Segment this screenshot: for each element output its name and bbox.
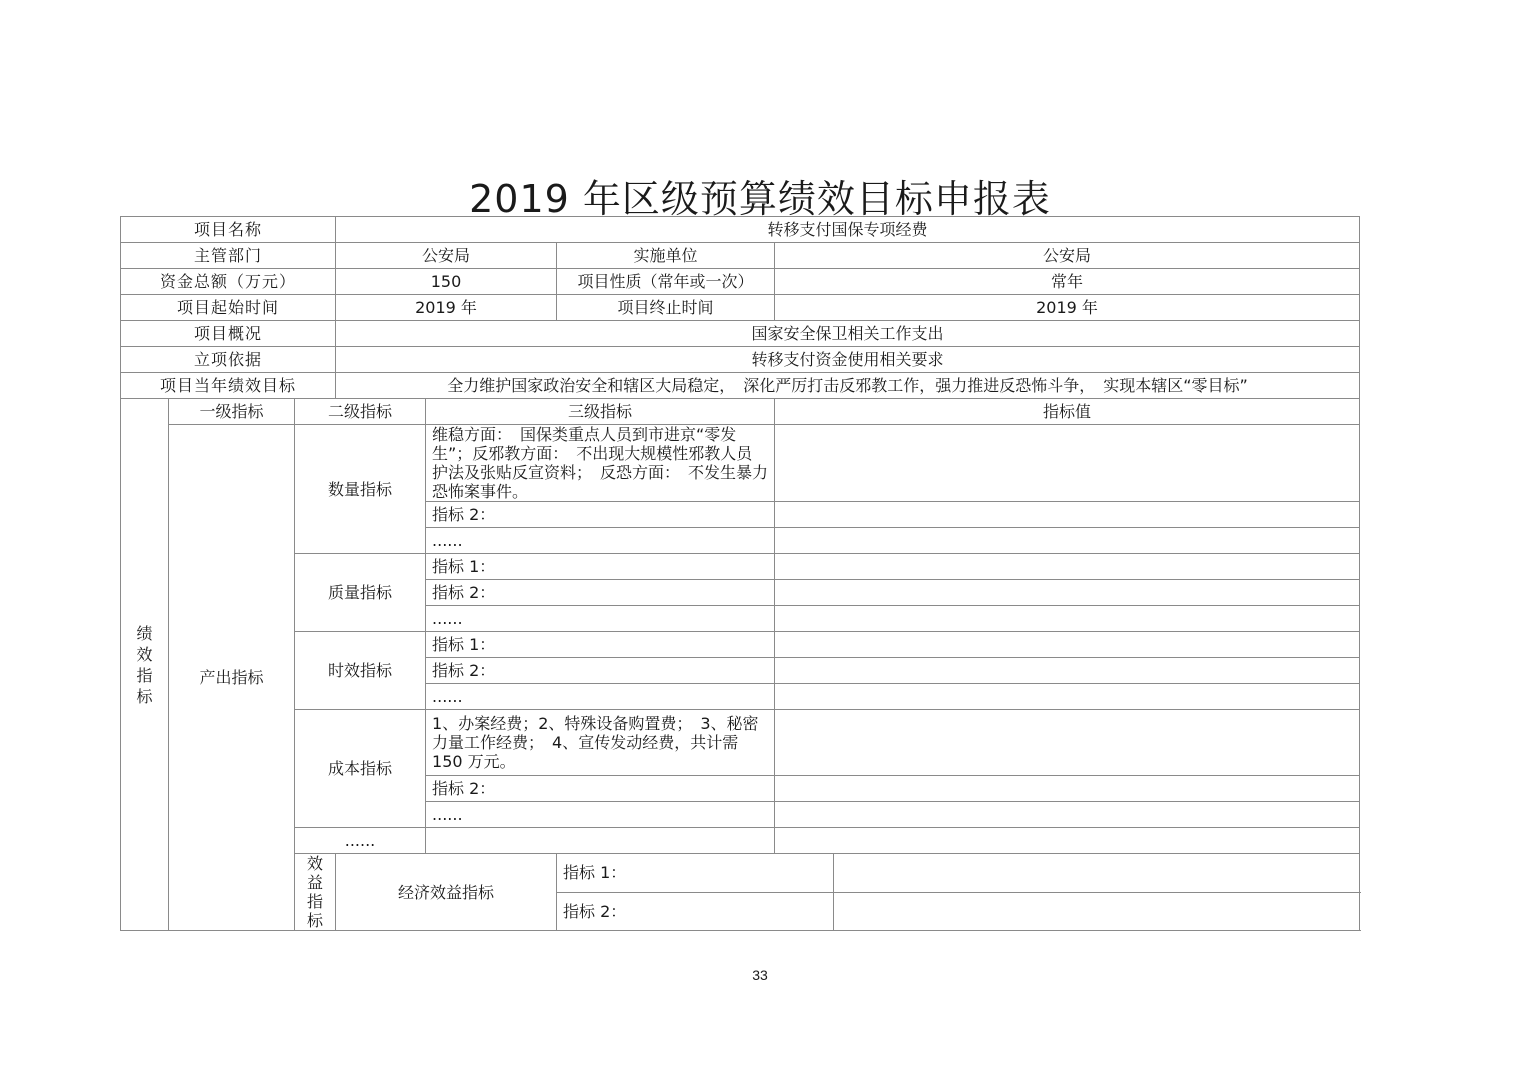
output-indicator-label: 产出指标 — [169, 425, 295, 931]
nature-value: 常年 — [775, 269, 1360, 295]
header-level1: 一级指标 — [169, 399, 295, 425]
quality-item-3: ...... — [426, 606, 775, 632]
basis-value: 转移支付资金使用相关要求 — [336, 347, 1360, 373]
impl-unit-label: 实施单位 — [557, 243, 775, 269]
row-department — [121, 243, 1360, 269]
economic-item-2: 指标 2： — [557, 892, 834, 931]
overview-label: 项目概况 — [121, 321, 336, 347]
row-project-name — [121, 217, 1360, 243]
value-cell — [775, 828, 1360, 854]
funds-label: 资金总额（万元） — [121, 269, 336, 295]
table-row — [121, 632, 1360, 658]
value-cell — [775, 502, 1360, 528]
cost-item-1: 1、办案经费；2、特殊设备购置费； 3、秘密力量工作经费； 4、宣传发动经费，共计需 150 万元。 — [426, 710, 775, 776]
value-cell — [775, 802, 1360, 828]
cost-indicator-label: 成本指标 — [295, 710, 426, 828]
budget-target-form — [120, 216, 1360, 931]
row-basis — [121, 347, 1360, 373]
basis-label: 立项依据 — [121, 347, 336, 373]
impl-unit-value: 公安局 — [775, 243, 1360, 269]
value-cell — [834, 854, 1360, 893]
value-cell — [775, 606, 1360, 632]
quantity-item-1: 维稳方面： 国保类重点人员到市进京“零发生”；反邪教方面： 不出现大规模性邪教人员护法及张贴反宣资料； 反恐方面： 不发生暴力恐怖案事件。 — [426, 425, 775, 502]
end-label: 项目终止时间 — [557, 295, 775, 321]
row-goal — [121, 373, 1360, 399]
timeliness-item-1: 指标 1： — [426, 632, 775, 658]
indicator-header-row — [121, 399, 1360, 425]
value-cell — [834, 892, 1360, 931]
value-cell — [775, 425, 1360, 502]
funds-value: 150 — [336, 269, 557, 295]
level3-cell — [426, 828, 775, 854]
timeliness-indicator-label: 时效指标 — [295, 632, 426, 710]
cost-item-3: ...... — [426, 802, 775, 828]
row-dates — [121, 295, 1360, 321]
quantity-item-3: ...... — [426, 528, 775, 554]
table-row — [121, 710, 1360, 776]
value-cell — [775, 684, 1360, 710]
quantity-item-2: 指标 2： — [426, 502, 775, 528]
performance-indicators-label: 绩效指标 — [121, 399, 169, 931]
goal-label: 项目当年绩效目标 — [121, 373, 336, 399]
row-funds — [121, 269, 1360, 295]
quality-item-2: 指标 2： — [426, 580, 775, 606]
economic-item-1: 指标 1： — [557, 854, 834, 893]
value-cell — [775, 658, 1360, 684]
benefit-indicator-label: 效益指标 — [295, 854, 336, 931]
value-cell — [775, 580, 1360, 606]
extra-level2-label: ...... — [295, 828, 426, 854]
end-value: 2019 年 — [775, 295, 1360, 321]
timeliness-item-3: ...... — [426, 684, 775, 710]
project-name-value: 转移支付国保专项经费 — [336, 217, 1360, 243]
header-level3: 三级指标 — [426, 399, 775, 425]
value-cell — [775, 710, 1360, 776]
overview-value: 国家安全保卫相关工作支出 — [336, 321, 1360, 347]
timeliness-item-2: 指标 2： — [426, 658, 775, 684]
table-row — [121, 854, 1360, 893]
dept-label: 主管部门 — [121, 243, 336, 269]
table-row — [121, 554, 1360, 580]
goal-value: 全力维护国家政治安全和辖区大局稳定， 深化严厉打击反邪教工作，强力推进反恐怖斗争， 实现本辖区“零目标” — [336, 373, 1360, 399]
value-cell — [775, 632, 1360, 658]
page-title: 2019 年区级预算绩效目标申报表 — [469, 177, 1051, 221]
value-cell — [775, 528, 1360, 554]
cost-item-2: 指标 2： — [426, 776, 775, 802]
quantity-indicator-label: 数量指标 — [295, 425, 426, 554]
page-number: 33 — [752, 967, 768, 983]
dept-value: 公安局 — [336, 243, 557, 269]
nature-label: 项目性质（常年或一次） — [557, 269, 775, 295]
economic-indicator-label: 经济效益指标 — [336, 854, 557, 931]
table-row — [121, 828, 1360, 854]
start-value: 2019 年 — [336, 295, 557, 321]
start-label: 项目起始时间 — [121, 295, 336, 321]
table-row — [121, 425, 1360, 502]
row-overview — [121, 321, 1360, 347]
quality-item-1: 指标 1： — [426, 554, 775, 580]
value-cell — [775, 554, 1360, 580]
header-value: 指标值 — [775, 399, 1360, 425]
value-cell — [775, 776, 1360, 802]
quality-indicator-label: 质量指标 — [295, 554, 426, 632]
header-level2: 二级指标 — [295, 399, 426, 425]
project-name-label: 项目名称 — [121, 217, 336, 243]
